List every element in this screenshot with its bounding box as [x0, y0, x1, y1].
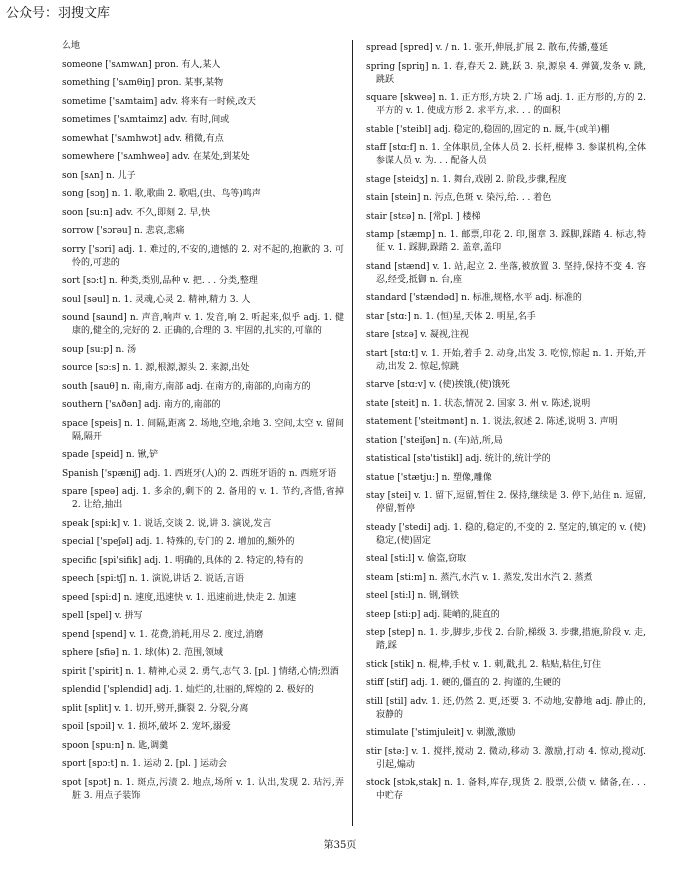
dictionary-entry: stare [stɛə] v. 凝视,注视	[366, 330, 469, 340]
dictionary-entry: sometime ['sʌmtaim] adv. 将来有一时候,改天	[62, 96, 256, 107]
column-divider	[352, 40, 353, 826]
left-column	[62, 40, 344, 808]
dictionary-entry: Spanish ['spæniʃ] adj. 1. 西班牙(人)的 2. 西班牙语的 n. 西班牙语	[62, 468, 337, 479]
dictionary-entry: steep [sti:p] adj. 陡峭的,陡直的	[366, 609, 500, 620]
dictionary-entry: stiff [stif] adj. 1. 硬的,僵直的 2. 拘谨的,生硬的	[366, 678, 561, 688]
dictionary-entry: source [sɔ:s] n. 1. 源,根源,源头 2. 来源,出处	[62, 363, 250, 373]
dictionary-entry: spoil [spɔil] v. 1. 损坏,破坏 2. 宠坏,溺爱	[62, 722, 231, 732]
dictionary-entry: steady ['stedi] adj. 1. 稳的,稳定的,不变的 2. 坚定的,镇定的 v. (使)稳定,(使)固定	[366, 522, 646, 546]
dictionary-entry: start [stɑ:t] v. 1. 开始,着手 2. 动身,出发 3. 吃惊,惊起 n. 1. 开始,开动,出发 2. 惊起,惊跳	[366, 348, 646, 372]
dictionary-entry: 么地	[62, 41, 81, 51]
dictionary-entry: southern ['sʌðən] adj. 南方的,南部的	[62, 400, 221, 410]
dictionary-entry: sorrow ['sɔrəu] n. 悲哀,悲痛	[62, 226, 185, 236]
dictionary-entry: sound [saund] n. 声音,响声 v. 1. 发音,响 2. 听起来,似乎 adj. 1. 健康的,健全的,完好的 2. 正确的,合理的 3. 牢固的,扎实的,可靠的	[62, 313, 344, 336]
dictionary-entry: spread [spred] v. / n. 1. 张开,伸展,扩展 2. 散布,传播,蔓延	[366, 43, 608, 53]
dictionary-entry: statue ['stætju:] n. 塑像,雕像	[366, 472, 492, 483]
dictionary-entry: soon [su:n] adv. 不久,即刻 2. 早,快	[62, 207, 211, 218]
dictionary-entry: song [sɔŋ] n. 1. 歌,歌曲 2. 歌唱,(虫、鸟等)鸣声	[62, 189, 261, 199]
dictionary-entry: spare [speə] adj. 1. 多余的,剩下的 2. 备用的 v. 1. 节约,吝惜,省掉 2. 让给,抽出	[62, 487, 344, 510]
dictionary-entry: statistical [stə'tistikl] adj. 统计的,统计学的	[366, 454, 551, 464]
dictionary-entry: spirit ['spirit] n. 1. 精神,心灵 2. 勇气,志气 3. [pl. ] 情绪,心情;烈酒	[62, 666, 339, 677]
dictionary-entry: sort [sɔ:t] n. 种类,类别,品种 v. 把. . . 分类,整理	[62, 276, 258, 286]
dictionary-entry: still [stil] adv. 1. 还,仍然 2. 更,还要 3. 不动地,安静地 adj. 静止的,寂静的	[366, 696, 646, 720]
dictionary-entry: stock [stɔk,stak] n. 1. 备料,库存,现货 2. 股票,公债 v. 储备,在. . . 中贮存	[366, 778, 646, 801]
dictionary-entry: soul [səul] n. 1. 灵魂,心灵 2. 精神,精力 3. 人	[62, 294, 251, 305]
dictionary-entry: stain [stein] n. 污点,色斑 v. 染污,给. . . 着色	[366, 193, 552, 203]
dictionary-entry: spot [spɔt] n. 1. 斑点,污渍 2. 地点,场所 v. 1. 认出,发现 2. 玷污,弄脏 3. 用点子装饰	[62, 777, 344, 801]
dictionary-entry: sorry ['sɔri] adj. 1. 难过的,不安的,遗憾的 2. 对不起的,抱歉的 3. 可怜的,可悲的	[62, 244, 344, 268]
dictionary-entry: sport [spɔ:t] n. 1. 运动 2. [pl. ] 运动会	[62, 759, 228, 769]
dictionary-entry: somewhere ['sʌmhweə] adv. 在某处,到某处	[62, 152, 250, 162]
dictionary-entry: staff [stɑ:f] n. 1. 全体职员,全体人员 2. 长杆,棍棒 3. 参谋机构,全体参谋人员 v. 为. . . 配备人员	[366, 143, 646, 166]
dictionary-entry: specific [spi'sifik] adj. 1. 明确的,具体的 2. 特定的,特有的	[62, 555, 304, 566]
dictionary-entry: special ['speʃəl] adj. 1. 特殊的,专门的 2. 增加的,额外的	[62, 537, 295, 547]
dictionary-entry: speech [spi:tʃ] n. 1. 演说,讲话 2. 说话,言语	[62, 574, 244, 584]
dictionary-entry: station ['steiʃən] n. (车)站,所,局	[366, 435, 503, 446]
dictionary-entry: space [speis] n. 1. 间隔,距离 2. 场地,空地,余地 3. 空间,太空 v. 留间隔,隔开	[62, 418, 344, 442]
dictionary-entry: stable ['steibl] adj. 稳定的,稳固的,固定的 n. 厩,牛(或羊)棚	[366, 124, 610, 135]
dictionary-entry: sphere [sfiə] n. 1. 球(体) 2. 范围,领域	[62, 648, 223, 658]
dictionary-entry: spoon [spu:n] n. 匙,调羹	[62, 740, 169, 751]
dictionary-entry: steam [sti:m] n. 蒸汽,水汽 v. 1. 蒸发,发出水汽 2. 蒸煮	[366, 572, 593, 583]
dictionary-entry: steel [sti:l] n. 钢,钢铁	[366, 591, 459, 601]
dictionary-entry: spell [spel] v. 拼写	[62, 611, 143, 621]
dictionary-entry: south [sauθ] n. 南,南方,南部 adj. 在南方的,南部的,向南方的	[62, 381, 311, 392]
dictionary-entry: stand [stænd] v. 1. 站,起立 2. 坐落,被放置 3. 坚持,保持不变 4. 容忍,经受,抵御 n. 台,座	[366, 261, 646, 285]
dictionary-entry: speed [spi:d] n. 速度,迅速快 v. 1. 迅速前进,快走 2. 加速	[62, 592, 297, 603]
dictionary-entry: splendid ['splendid] adj. 1. 灿烂的,壮丽的,辉煌的 2. 极好的	[62, 685, 314, 695]
dictionary-entry: stamp [stæmp] n. 1. 邮票,印花 2. 印,图章 3. 踩脚,踩踏 4. 标志,特征 v. 1. 踩脚,跺踏 2. 盖章,盖印	[366, 230, 646, 253]
dictionary-entry: spade [speid] n. 锹,铲	[62, 450, 159, 460]
dictionary-entry: stair [stɛə] n. [常pl. ] 楼梯	[366, 211, 481, 222]
dictionary-entry: statement ['steitmənt] n. 1. 说法,叙述 2. 陈述,说明 3. 声明	[366, 417, 618, 427]
dictionary-entry: step [step] n. 1. 步,脚步,步伐 2. 台阶,梯级 3. 步骤,措施,阶段 v. 走,踏,踩	[366, 628, 646, 651]
dictionary-entry: stick [stik] n. 棍,棒,手杖 v. 1. 刺,戳,扎 2. 粘贴,粘住,钉住	[366, 659, 601, 670]
dictionary-entry: star [stɑ:] n. 1. (恒)星,天体 2. 明星,名手	[366, 311, 536, 322]
dictionary-entry: someone ['sʌmwʌn] pron. 有人,某人	[62, 59, 221, 70]
dictionary-entry: steal [sti:l] v. 偷盗,窃取	[366, 554, 467, 564]
dictionary-entry: stir [stə:] v. 1. 搅拌,搅动 2. 微动,移动 3. 激励,打动 4. 惊动,搅动ʃ. 引起,煽动	[366, 746, 646, 770]
dictionary-entry: son [sʌn] n. 儿子	[62, 170, 136, 181]
dictionary-entry: stage [steidʒ] n. 1. 舞台,戏剧 2. 阶段,步骤,程度	[366, 174, 567, 185]
header-title: 公众号：羽搜文库	[6, 6, 111, 21]
dictionary-entry: square [skweə] n. 1. 正方形,方块 2. 广场 adj. 1. 正方形的,方的 2. 平方的 v. 1. 使成方形 2. 求平方,求. . . 的面积	[366, 93, 646, 116]
right-column	[366, 42, 646, 809]
dictionary-entry: something ['sʌmθiŋ] pron. 某事,某物	[62, 78, 224, 88]
dictionary-entry: spring [spriŋ] n. 1. 春,春天 2. 跳,跃 3. 泉,源泉 4. 弹簧,发条 v. 跳,跳跃	[366, 61, 646, 85]
dictionary-entry: speak [spi:k] v. 1. 说话,交谈 2. 说,讲 3. 演说,发言	[62, 518, 272, 529]
dictionary-entry: starve [stɑ:v] v. (使)挨饿,(使)饿死	[366, 380, 510, 390]
dictionary-entry: stimulate ['stimjuleit] v. 刺激,激励	[366, 728, 516, 738]
dictionary-entry: standard ['stændəd] n. 标准,规格,水平 adj. 标准的	[366, 293, 582, 303]
dictionary-entry: sometimes ['sʌmtaimz] adv. 有时,间或	[62, 115, 230, 125]
dictionary-entry: split [split] v. 1. 切开,劈开,撕裂 2. 分裂,分离	[62, 703, 249, 714]
dictionary-entry: state [steit] n. 1. 状态,情况 2. 国家 3. 州 v. 陈述,说明	[366, 398, 591, 409]
dictionary-entry: soup [su:p] n. 汤	[62, 344, 137, 355]
dictionary-entry: stay [stei] v. 1. 留下,逗留,暂住 2. 保持,继续是 3. 停下,站住 n. 逗留,停留,暂停	[366, 491, 646, 514]
dictionary-entry: somewhat ['sʌmhwɔt] adv. 稍微,有点	[62, 133, 224, 144]
dictionary-entry: spend [spend] v. 1. 花费,消耗,用尽 2. 度过,消磨	[62, 629, 264, 640]
page-number: 第35页	[323, 840, 357, 851]
